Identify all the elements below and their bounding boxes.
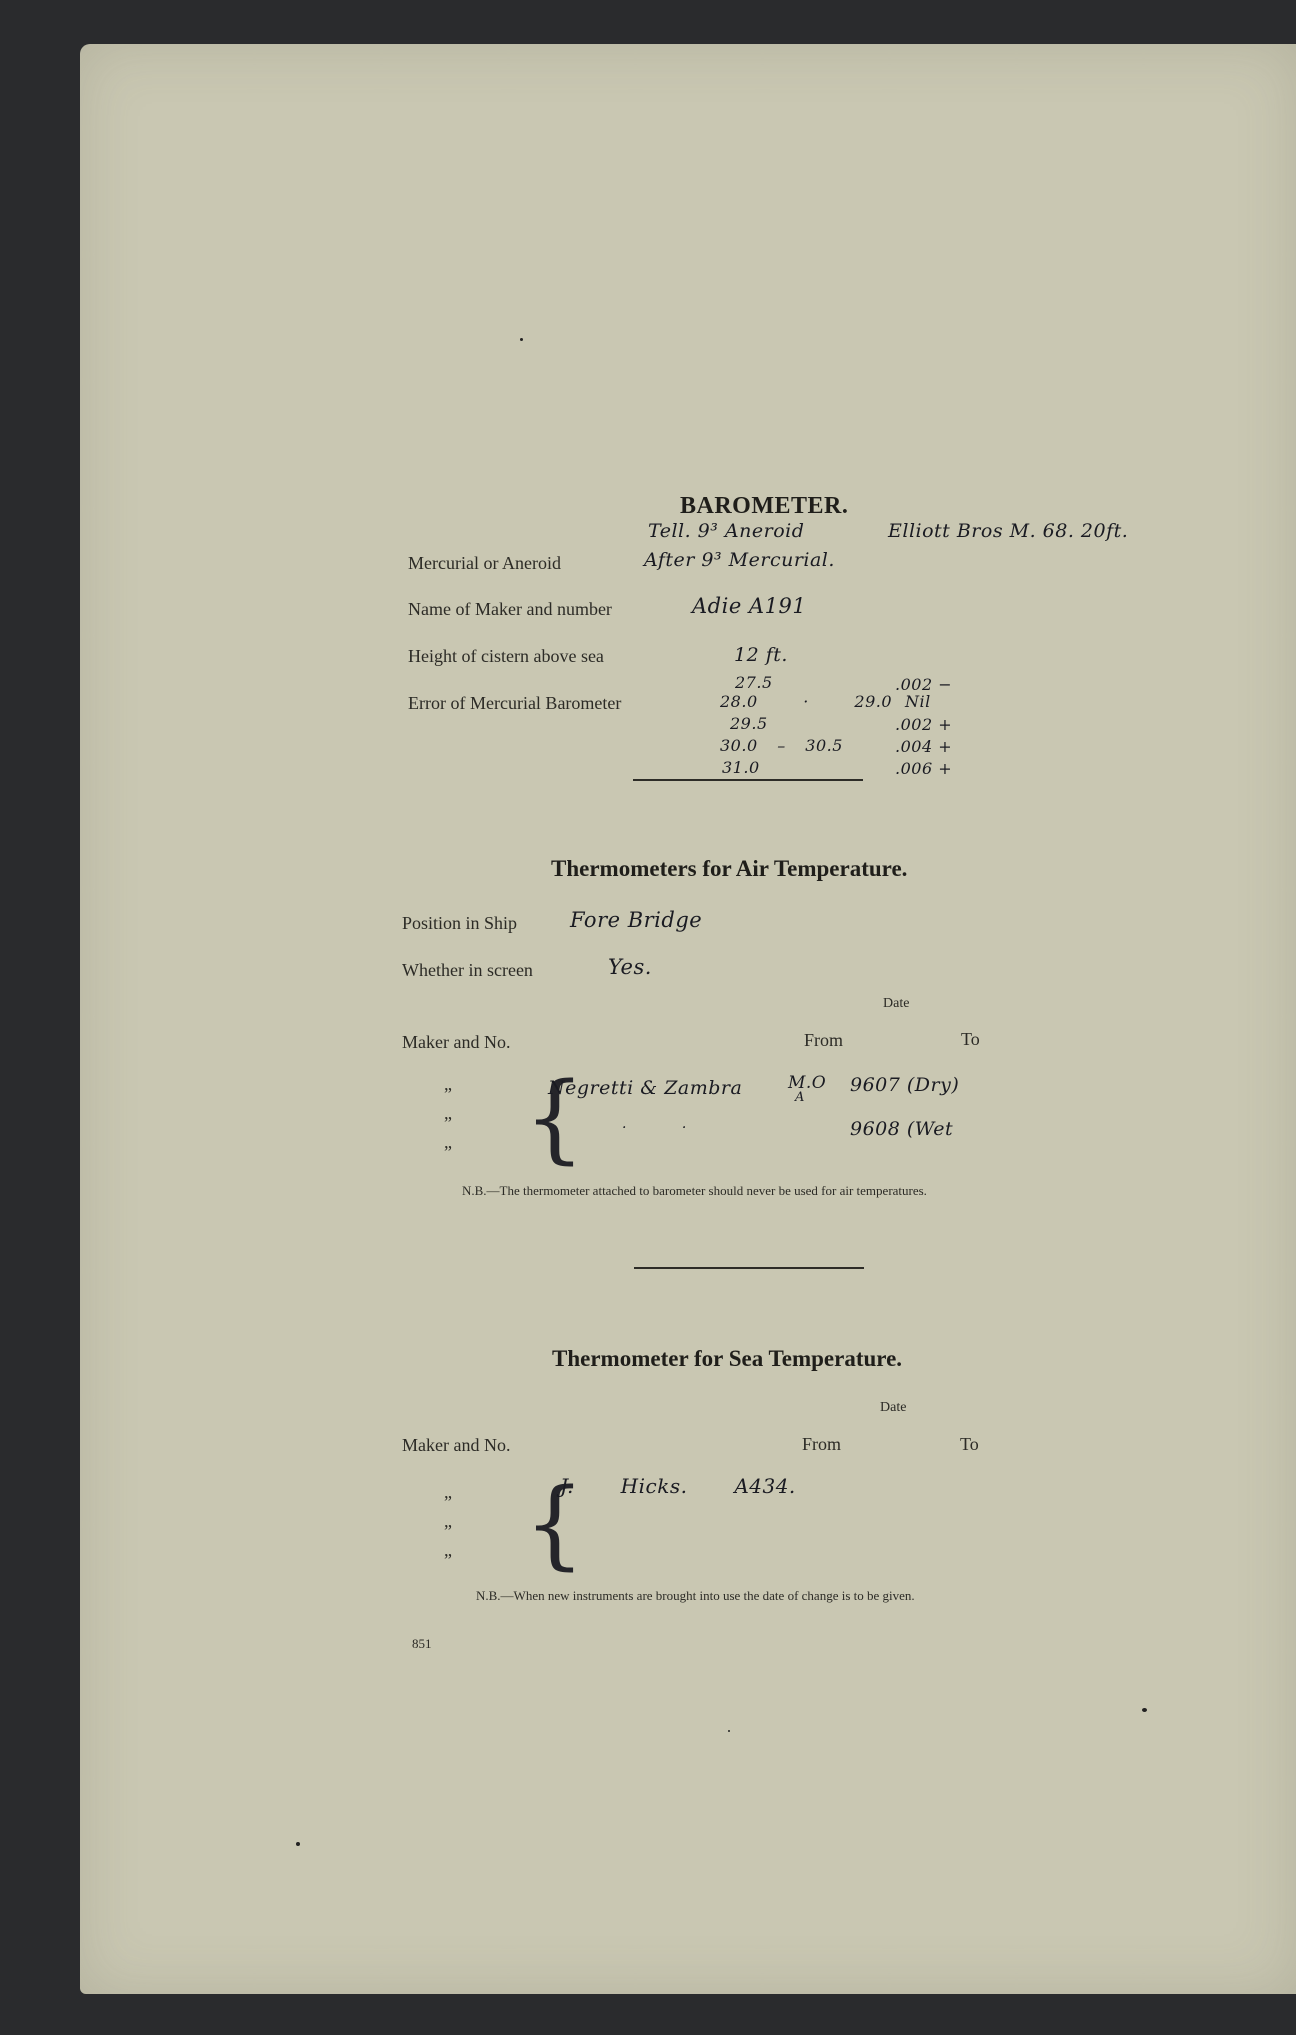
sea-ditto-3: ” <box>444 1550 452 1570</box>
position-value: Fore Bridge <box>570 908 703 932</box>
air-entry-1: Negretti & Zambra <box>548 1077 743 1099</box>
error-value-4: .004 + <box>895 737 953 756</box>
error-reading-1: 27.5 <box>735 673 773 692</box>
air-entry-1-mo: M.O <box>788 1073 827 1093</box>
section-rule <box>634 1267 864 1269</box>
air-note: N.B.—The thermometer attached to barometer should never be used for air temperatures. <box>462 1183 927 1198</box>
height-label: Height of cistern above sea <box>408 646 604 666</box>
error-reading-2: 28.0 · 29.0 <box>720 692 893 711</box>
sea-ditto-1: ” <box>444 1492 452 1512</box>
paper-speck <box>1142 1708 1147 1712</box>
error-value-5: .006 + <box>895 759 953 778</box>
air-ditto-1: ” <box>444 1084 452 1104</box>
error-label: Error of Mercurial Barometer <box>408 693 622 713</box>
error-reading-3: 29.5 <box>730 714 768 733</box>
paper-speck <box>520 338 523 341</box>
air-brace: { <box>524 1062 586 1174</box>
air-heading: Thermometers for Air Temperature. <box>551 856 908 881</box>
sea-ditto-2: ” <box>444 1521 452 1541</box>
screen-label: Whether in screen <box>402 960 533 980</box>
air-maker-label: Maker and No. <box>402 1032 511 1052</box>
sea-to-label: To <box>960 1434 979 1454</box>
error-value-2: Nil <box>905 692 931 711</box>
paper-speck <box>296 1842 300 1846</box>
height-value: 12 ft. <box>734 644 788 666</box>
screen-value: Yes. <box>608 955 652 979</box>
barometer-heading: BAROMETER. <box>680 493 849 519</box>
air-entry-2-num: 9608 (Wet <box>850 1118 954 1140</box>
sea-heading: Thermometer for Sea Temperature. <box>552 1346 903 1371</box>
air-from-label: From <box>804 1030 844 1050</box>
error-value-1: .002 − <box>895 675 953 694</box>
position-label: Position in Ship <box>402 913 518 933</box>
air-date-label: Date <box>883 996 910 1011</box>
mercurial-hand-2: After 9³ Mercurial. <box>644 549 835 571</box>
error-reading-5: 31.0 <box>722 758 760 777</box>
air-entry-2-marks: · · <box>622 1120 687 1136</box>
air-to-label: To <box>961 1029 980 1049</box>
error-value-3: .002 + <box>895 715 953 734</box>
sea-date-label: Date <box>880 1400 907 1415</box>
error-reading-4: 30.0 – 30.5 <box>720 736 843 755</box>
mercurial-label: Mercurial or Aneroid <box>408 553 561 573</box>
paper-speck <box>728 1730 730 1732</box>
mercurial-hand-3: Elliott Bros M. 68. 20ft. <box>888 520 1129 542</box>
mercurial-hand-1: Tell. 9³ Aneroid <box>648 520 805 542</box>
barometer-rule <box>633 779 863 781</box>
page-number: 851 <box>412 1636 432 1651</box>
air-entry-1-sub: A <box>795 1090 805 1105</box>
maker-value: Adie A191 <box>692 594 807 618</box>
log-page <box>80 44 1296 1994</box>
sea-maker-label: Maker and No. <box>402 1435 511 1455</box>
air-entry-1-num: 9607 (Dry) <box>850 1074 960 1096</box>
sea-entry-1: J. Hicks. A434. <box>560 1474 796 1498</box>
air-ditto-2: ” <box>444 1113 452 1133</box>
sea-from-label: From <box>802 1434 842 1454</box>
sea-brace: { <box>524 1468 586 1580</box>
sea-note: N.B.—When new instruments are brought into use the date of change is to be given. <box>476 1588 915 1603</box>
maker-label: Name of Maker and number <box>408 599 612 619</box>
air-ditto-3: ” <box>444 1142 452 1162</box>
